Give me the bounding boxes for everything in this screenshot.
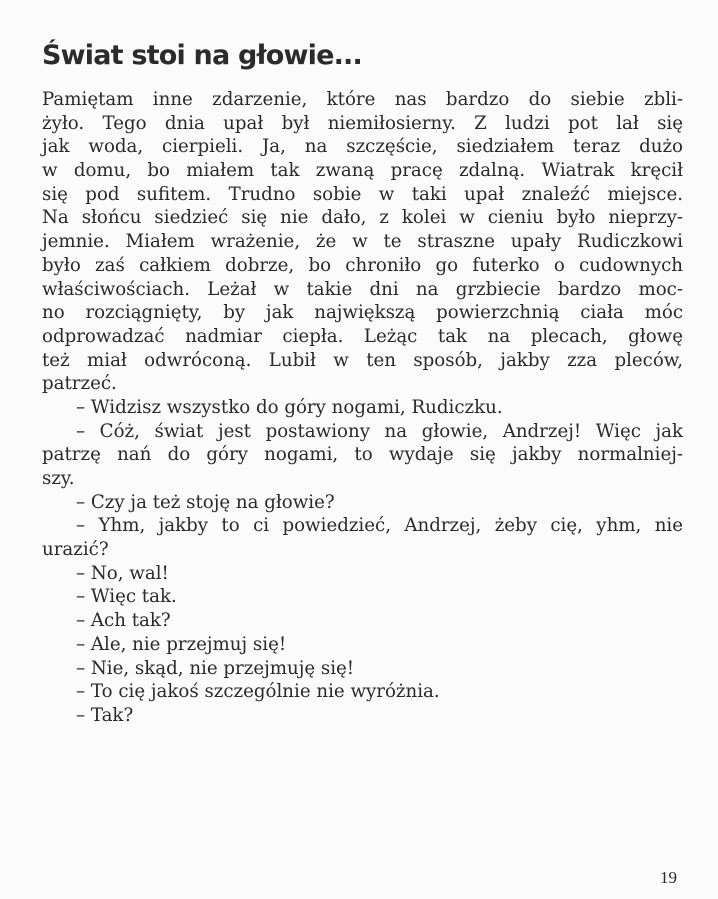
dialogue-line: – Czy ja też stoję na głowie? (76, 491, 335, 513)
dialogue-line: – Więc tak. (76, 586, 177, 608)
text-line: było zaś całkiem dobrze, bo chroniło go futerko o cudownych (42, 254, 683, 276)
text-line: patrzeć. (42, 373, 117, 395)
text-line: się pod sufitem. Trudno sobie w taki upał znaleźć miejsce. (42, 183, 683, 205)
dialogue-line: – Tak? (76, 704, 134, 726)
chapter-title: Świat stoi na głowie... (42, 40, 362, 71)
dialogue-line: – Widzisz wszystko do góry nogami, Rudiczku. (76, 396, 503, 418)
text-line: patrzę nań do góry nogami, to wydaje się jakby normalniej- (42, 444, 683, 466)
dialogue-line: – To cię jakoś szczególnie nie wyróżnia. (76, 681, 440, 703)
dialogue-line: – Ale, nie przejmuj się! (76, 633, 287, 655)
text-line: odprowadzać nadmiar ciepła. Leżąc tak na plecach, głowę (42, 325, 683, 347)
dialogue-line: – Ach tak? (76, 610, 171, 632)
dialogue-line: – Nie, skąd, nie przejmuję się! (76, 657, 355, 679)
text-line: Pamiętam inne zdarzenie, które nas bardzo do siebie zbli- (42, 89, 683, 110)
text-line: też miał odwróconą. Lubił w ten sposób, jakby zza pleców, (42, 349, 683, 371)
dialogue-line: – Cóż, świat jest postawiony na głowie, Andrzej! Więc jak (76, 420, 683, 442)
text-line: jak woda, cierpieli. Ja, na szczęście, siedziałem teraz dużo (42, 136, 683, 158)
dialogue-line: – No, wal! (76, 562, 169, 584)
text-line: w domu, bo miałem tak zwaną pracę zdalną. Wiatrak kręcił (42, 160, 683, 182)
text-line: no rozciągnięty, by jak największą powierzchnią ciała móc (42, 302, 683, 324)
text-line: urazić? (42, 539, 109, 561)
text-line: Na słońcu siedzieć się nie dało, z kolei w cieniu było nieprzy- (42, 207, 683, 229)
text-line: jemnie. Miałem wrażenie, że w te straszne upały Rudiczkowi (42, 231, 683, 253)
text-line: szy. (42, 468, 75, 489)
body-text (42, 88, 683, 728)
text-line: żyło. Tego dnia upał był niemiłosierny. Z ludzi pot lał się (42, 112, 683, 134)
text-line: właściwościach. Leżał w takie dni na grzbiecie bardzo moc- (42, 278, 683, 300)
page-number: 19 (660, 868, 677, 887)
dialogue-line: – Yhm, jakby to ci powiedzieć, Andrzej, żeby cię, yhm, nie (76, 515, 683, 537)
